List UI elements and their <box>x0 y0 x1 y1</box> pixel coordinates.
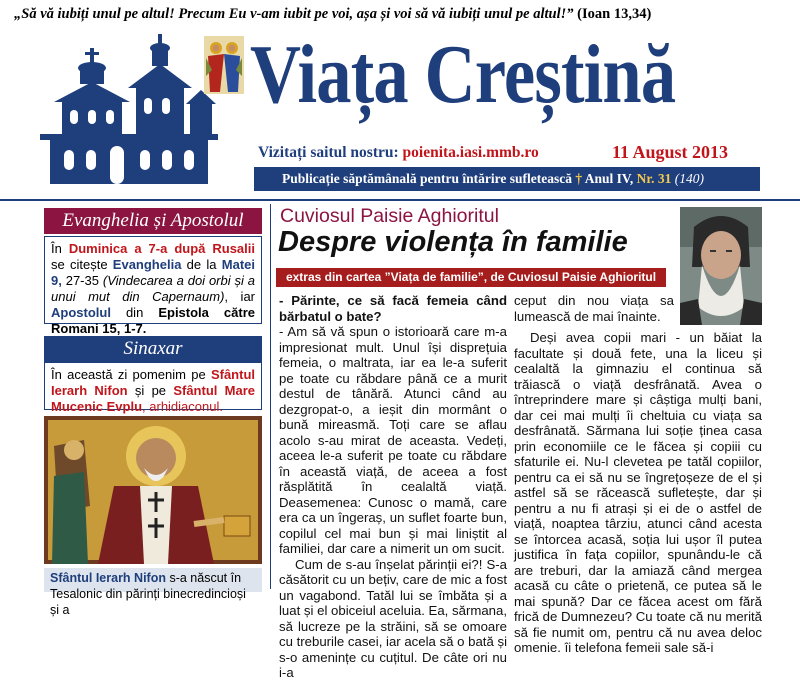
synaxarion-text: și pe <box>127 383 174 398</box>
gospel-text: se citește <box>51 257 113 272</box>
saint-nifon-name: Sfântul Ierarh Nifon <box>51 367 255 398</box>
gospel-text: din <box>110 305 159 320</box>
gospel-verses: 27-35 <box>61 273 103 288</box>
cross-icon: † <box>575 171 583 186</box>
synaxarion-box <box>44 362 262 414</box>
nifon-bio <box>44 568 262 617</box>
epistle-reference: Epistola către Romani 15, 1-7. <box>51 305 255 336</box>
saint-icon-image <box>44 416 262 564</box>
gospel-text: , iar <box>224 289 255 304</box>
nifon-name: Sfântul Ierarh Nifon <box>50 571 166 585</box>
article-paragraph: Deși avea copii mari - un băiat la facultate și două fete, una la liceu și cealaltă la gimnaziu el continua să trăiască o viață desfrânată. Avea o întreprindere mare și câștiga mulți bani, dar cei mai mulți îi cheltuia cu viața sa desfrânată. Sărmana lui soție ținea casa prin economiile ce le făcea și copiii cu sfaturile ei. Nu-l clevetea pe tatăl copiilor, pentru ca ei să nu se îngrețoșeze de el și astfel să se răcească sufletește, dar și pentru a nu fi atrași și ei de o astfel de viață, noaptea târziu, atunci când acesta se întorcea acasă, soția lui ușor îl putea justifica în fața copiilor, spunându-le că are treburi, dar la amiază când mergea acasă cu câte o prietenă, ce putea să le mai spună? Dar ce făcea acest om fără frică de Dumnezeu? Cu toate că nu merită să fie numit om, pentru că nu avea deloc omenie. îi telefona femeii sale să-i <box>514 330 762 655</box>
article-paragraph: ceput din nou viața sa lumească de mai înainte. <box>514 293 674 324</box>
motto-reference: (Ioan 13,34) <box>577 6 652 22</box>
article-title: Despre violența în familie <box>278 226 628 258</box>
article-paragraph: Cum de s-au înșelat părinții ei?! S-a căsătorit cu un bețiv, care de mic a fost un vagabond. Tatăl lui se îmbăta și a luat și el obiceiul aceluia. Ea, sărmana, să lucreze pe la străini, să se omoare cu treburile casei, iar acela să o bată și s-o amenințe cu cuțitul. De câte ori nu i-a <box>279 556 507 680</box>
publication-bar <box>254 167 760 191</box>
gospel-box <box>44 236 262 336</box>
angels-icon <box>204 36 244 94</box>
issue-number: Nr. 31 <box>636 171 672 186</box>
article-column-2-top <box>514 293 674 329</box>
apostle-word: Apostolul <box>51 305 111 320</box>
issue-date: 11 August 2013 <box>612 142 729 162</box>
publication-label: Publicație săptămânală pentru întărire sufletească <box>282 171 572 186</box>
gospel-reference: Matei 9, <box>51 257 255 288</box>
article-question: - Părinte, ce să facă femeia când bărbatul o bate? <box>279 293 507 324</box>
elder-paisie-photo <box>680 207 762 325</box>
synaxarion-text: , arhidiaconul. <box>142 399 223 414</box>
saint-evplu-name: Sfântul Mare Mucenic Evplu <box>51 383 255 414</box>
gospel-note: (Vindecarea a doi orbi și a unui mut din Capernaum) <box>51 273 255 304</box>
issue-total: (140) <box>674 171 705 186</box>
synaxarion-text: În această zi pomenim pe <box>51 367 211 382</box>
site-url-link[interactable]: poienita.iasi.mmb.ro <box>402 144 539 161</box>
article-paragraph: - Am să vă spun o istorioară care m-a impresionat mult. Unul își disprețuia femeia, o maltrata, iar ea le-a suferit pe toate cu răbdare până ce a murit destul de tânără. Atunci când au dezgropat-o, a ieșit din mormânt o bună mireasmă. Toți care se aflau acolo s-au mirat de aceasta. Vedeți, aceea le-a suferit pe toate cu răbdare în această viață, de aceea a fost răsplătită în cealaltă viață. Deasemenea: Cunosc o mamă, care era ca un îngeraș, un suflet foarte bun, copilul cel mai bun și mai liniștit al familiei, dar care a nimerit un om sucit. <box>279 324 507 556</box>
gospel-text: de la <box>181 257 222 272</box>
gospel-text: În <box>51 241 69 256</box>
year-label: Anul IV, <box>584 171 634 186</box>
article-source: extras din cartea ”Viața de familie”, de Cuviosul Paisie Aghioritul <box>276 268 666 287</box>
sunday-name: Duminica a 7-a după Rusalii <box>68 241 255 256</box>
article-author: Cuviosul Paisie Aghioritul <box>280 205 499 227</box>
gospel-word: Evanghelia <box>112 257 182 272</box>
visit-site-line <box>258 144 588 166</box>
motto-quote: „Să vă iubiți unul pe altul! Precum Eu v-am iubit pe voi, așa și voi să vă iubiți unul pe altul!” <box>14 6 574 22</box>
column-divider <box>270 204 271 589</box>
church-logo <box>40 38 218 188</box>
gospel-heading: Evanghelia și Apostolul <box>44 208 262 234</box>
article-column-1 <box>279 293 507 680</box>
header-divider <box>0 199 800 201</box>
article-column-2 <box>514 330 762 655</box>
masthead-title: Viața Creștină <box>250 28 676 121</box>
visit-label: Vizitați saitul nostru: <box>258 144 399 161</box>
synaxarion-heading: Sinaxar <box>44 336 262 362</box>
nifon-text: s-a născut în Tesalonic din părinți binecredincioși și a <box>50 571 246 617</box>
